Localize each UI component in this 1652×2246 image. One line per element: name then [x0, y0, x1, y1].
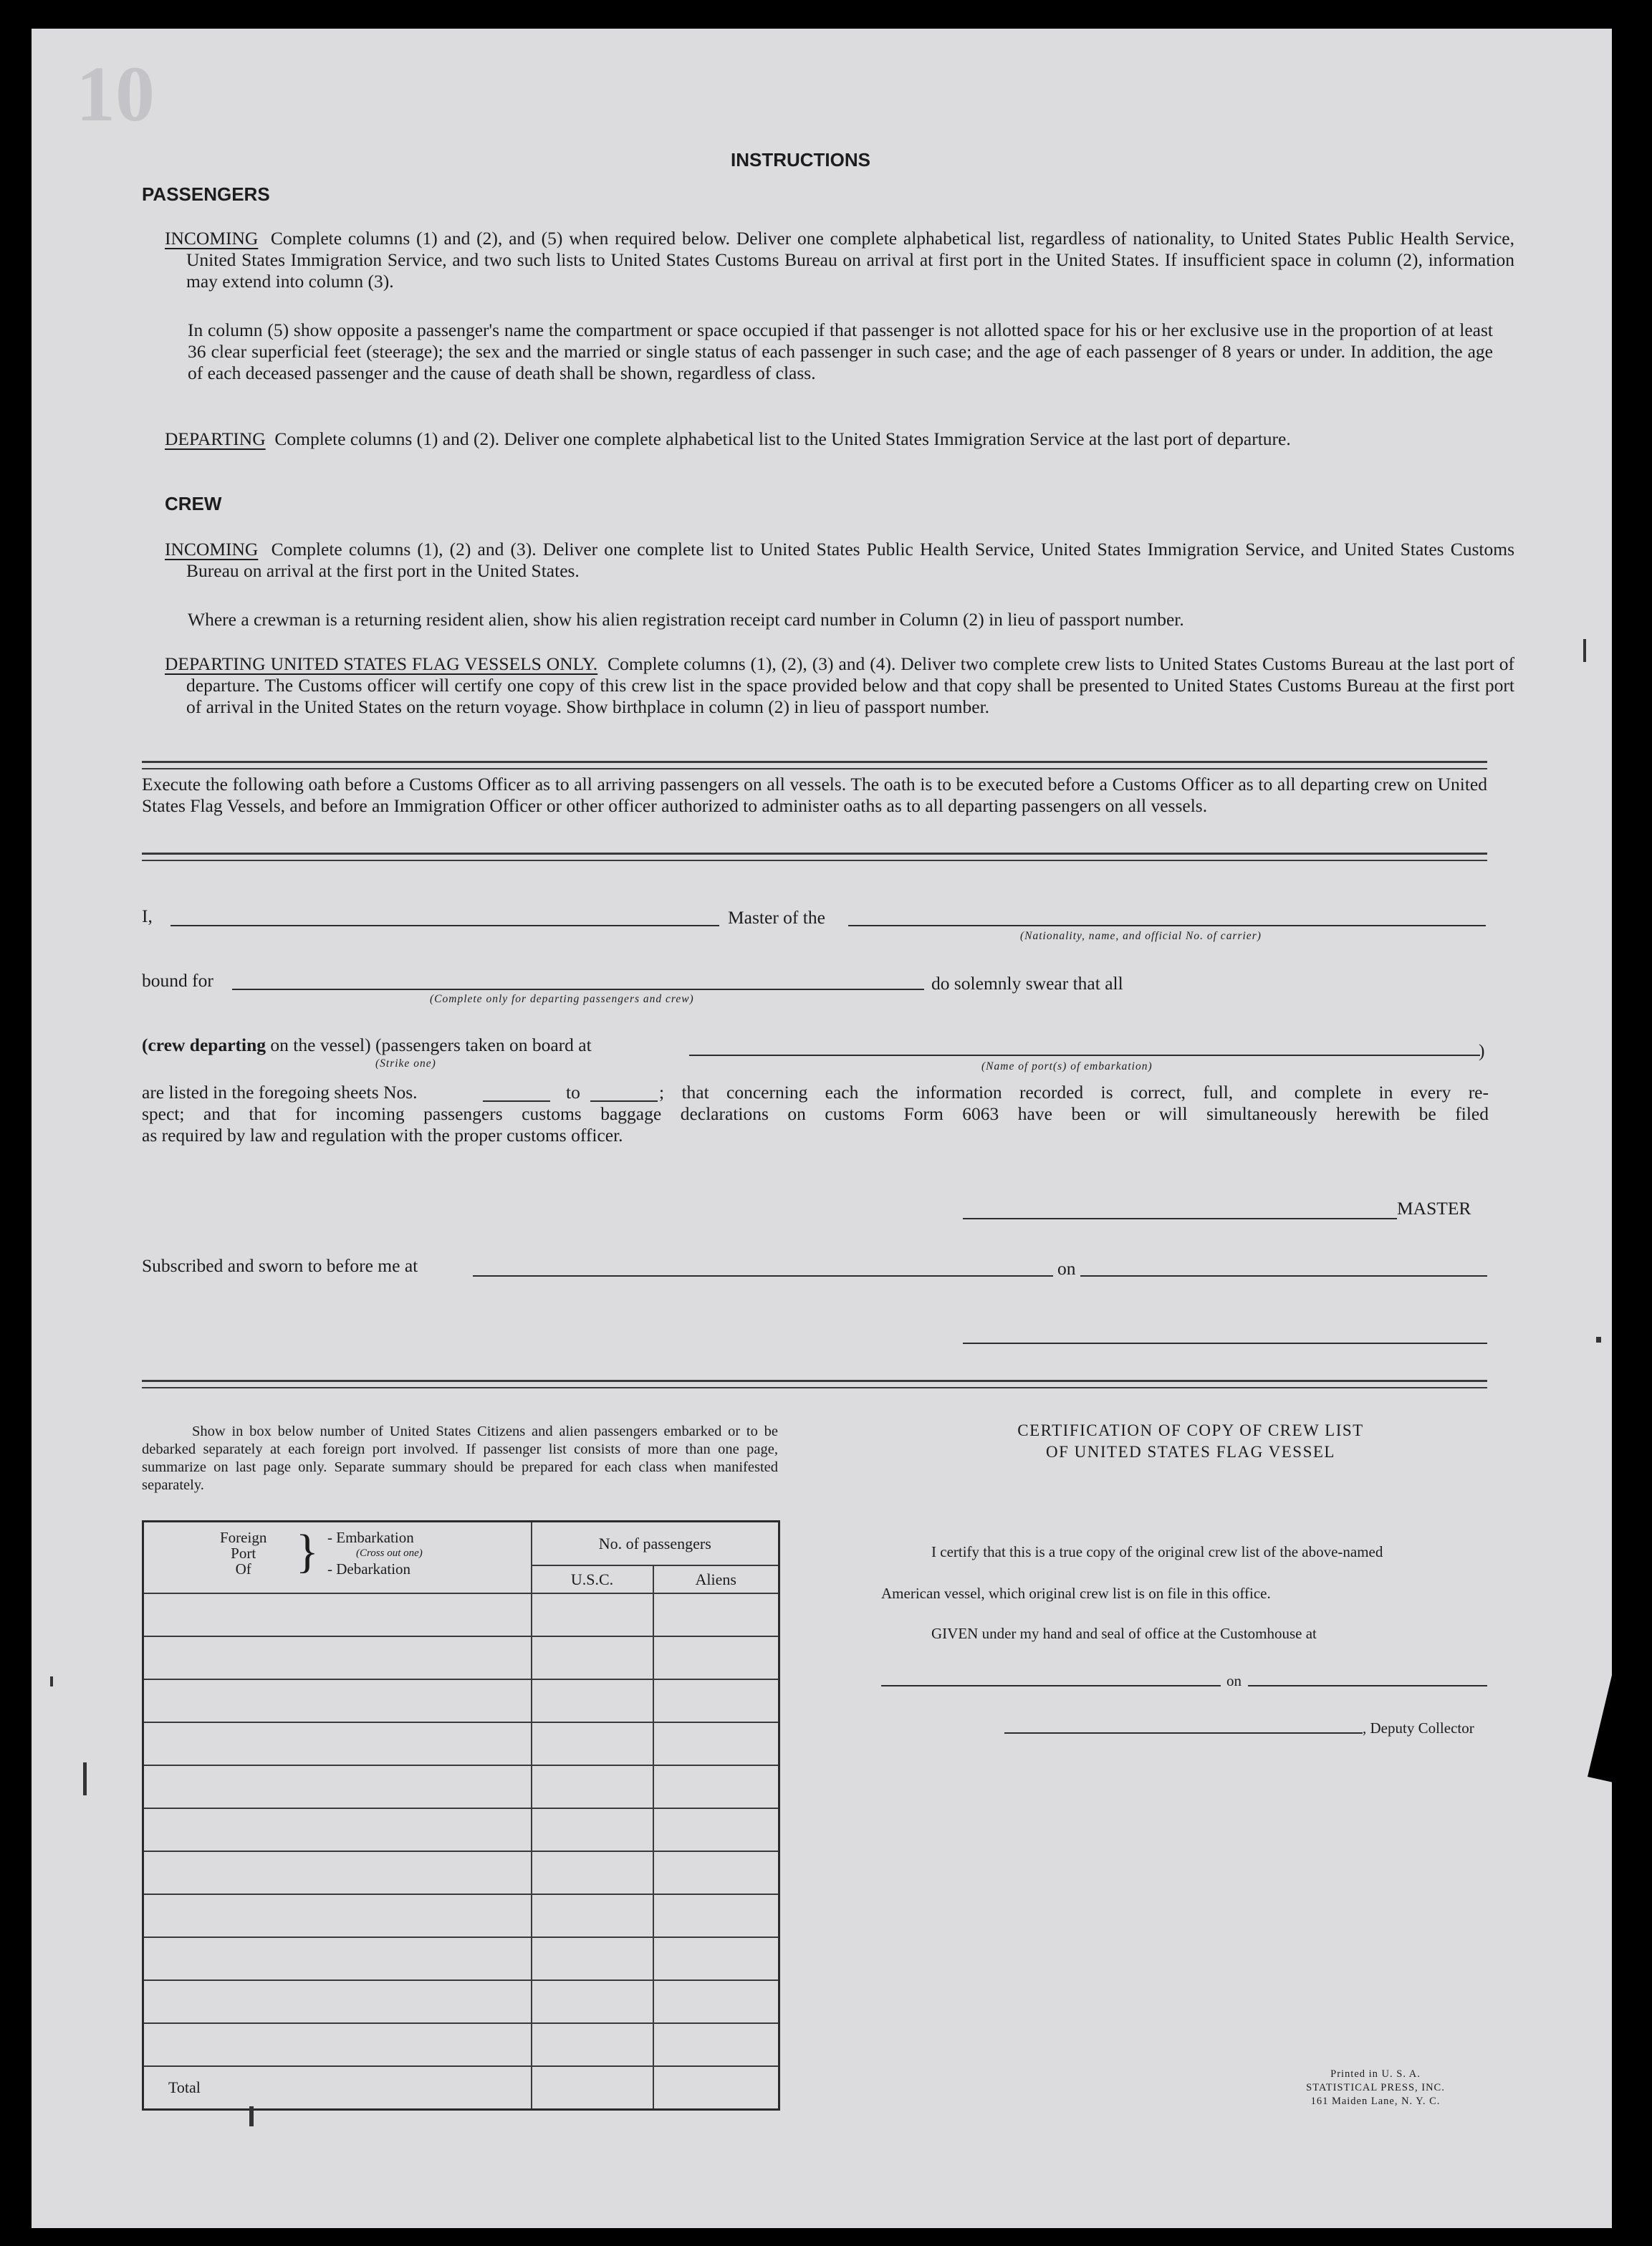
printer-imprint: [1290, 2068, 1461, 2108]
table-row: [143, 1765, 779, 1808]
aliens-cell[interactable]: [653, 1636, 779, 1679]
deputy-signature-field[interactable]: [1004, 1732, 1363, 1734]
passenger-summary-table: [142, 1520, 780, 2111]
table-row: [143, 2023, 779, 2066]
scan-speck: [83, 1762, 87, 1795]
aliens-cell[interactable]: [653, 1808, 779, 1851]
scan-speck: [50, 1676, 53, 1686]
passengers-heading: PASSENGERS: [142, 183, 270, 205]
cert-on-label: on: [1226, 1672, 1242, 1689]
divider: [142, 761, 1487, 763]
cert-date-field[interactable]: [1248, 1685, 1487, 1686]
debarkation-option[interactable]: - Debarkation: [327, 1560, 411, 1578]
usc-cell[interactable]: [532, 1980, 653, 2023]
port-cell[interactable]: [143, 1593, 532, 1636]
listed-text-line3: as required by law and regulation with the proper customs officer.: [142, 1125, 623, 1146]
usc-cell[interactable]: [532, 1679, 653, 1722]
port-cell[interactable]: [143, 1765, 532, 1808]
strike-one-line: [142, 1035, 592, 1056]
passengers-column5-paragraph: In column (5) show opposite a passenger's name the compartment or space occupied if that passenger is not allotted space for his or her exclusive use in the proportion of at least 36 clear superficial feet (steerage); the sex and the married or single status of each passenger in such case; and the age of each passenger of 8 years or under. In addition, the age of each deceased passenger and the cause of death shall be shown, regardless of class.: [188, 320, 1493, 383]
port-cell[interactable]: [143, 1722, 532, 1765]
usc-cell[interactable]: [532, 1937, 653, 1980]
master-signature-field[interactable]: [963, 1218, 1397, 1219]
carrier-caption: (Nationality, name, and official No. of carrier): [1020, 930, 1262, 942]
table-row: [143, 1679, 779, 1722]
port-label: Port: [231, 1545, 256, 1562]
port-cell[interactable]: [143, 1894, 532, 1937]
no-of-passengers-header: No. of passengers: [532, 1522, 779, 1566]
scan-speck: [1596, 1337, 1601, 1343]
master-name-field[interactable]: [171, 925, 719, 926]
total-label: Total: [143, 2066, 532, 2109]
page-number: 10: [76, 50, 155, 138]
usc-cell[interactable]: [532, 1894, 653, 1937]
divider: [142, 853, 1487, 855]
aliens-cell[interactable]: [653, 1980, 779, 2023]
usc-cell[interactable]: [532, 1636, 653, 1679]
subscribed-on-label: on: [1057, 1258, 1076, 1279]
table-row: [143, 1894, 779, 1937]
certification-title-line2: OF UNITED STATES FLAG VESSEL: [1046, 1443, 1335, 1461]
port-of-embarkation-field[interactable]: [689, 1055, 1480, 1056]
brace-icon: }: [296, 1525, 319, 1578]
divider: [142, 1380, 1487, 1382]
table-row: [143, 1722, 779, 1765]
subscribed-label: Subscribed and sworn to before me at: [142, 1255, 418, 1276]
passengers-taken-option[interactable]: (passengers taken on board at: [375, 1035, 592, 1055]
bound-for-label: bound for: [142, 970, 213, 991]
strike-one-caption: (Strike one): [375, 1057, 436, 1070]
divider: [142, 768, 1487, 769]
crew-incoming-label: INCOMING: [165, 539, 259, 560]
of-label: Of: [235, 1560, 251, 1578]
port-cell[interactable]: [143, 1851, 532, 1894]
aliens-header: Aliens: [653, 1565, 779, 1593]
divider: [142, 860, 1487, 861]
usc-header: U.S.C.: [532, 1565, 653, 1593]
oath-i-label: I,: [142, 906, 153, 926]
printer-line2: STATISTICAL PRESS, INC.: [1306, 2082, 1445, 2093]
crew-departing-option[interactable]: (crew departing: [142, 1035, 266, 1055]
aliens-cell[interactable]: [653, 1722, 779, 1765]
aliens-cell[interactable]: [653, 1679, 779, 1722]
crew-departing-paragraph: [165, 653, 1514, 718]
table-row: [143, 1937, 779, 1980]
listed-text-line2: spect; and that for incoming passengers customs baggage declarations on customs Form 6063 have been or will simultaneously herewith be filed: [142, 1103, 1489, 1124]
certification-title-line1: CERTIFICATION OF COPY OF CREW LIST: [1017, 1421, 1364, 1439]
aliens-cell[interactable]: [653, 1937, 779, 1980]
subscribed-date-field[interactable]: [1080, 1275, 1487, 1277]
passengers-incoming-label: INCOMING: [165, 228, 259, 249]
aliens-cell[interactable]: [653, 2023, 779, 2066]
table-row: [143, 1636, 779, 1679]
crew-crewman-paragraph: Where a crewman is a returning resident alien, show his alien registration receipt card number in Column (2) in lieu of passport number.: [188, 609, 1184, 630]
usc-cell[interactable]: [532, 1851, 653, 1894]
crew-heading: CREW: [165, 493, 222, 514]
oath-intro: Execute the following oath before a Customs Officer as to all arriving passengers on all vessels. The oath is to be executed before a Customs Officer as to all departing crew on United States Flag Vessels, and before an Immigration Officer or other officer authorized to administer oaths as to all departing passengers on all vessels.: [142, 774, 1487, 816]
crew-incoming-text: Complete columns (1), (2) and (3). Deliver one complete list to United States Public Health Service, United States Immigration Service, and United States Customs Bureau on arrival at the first port in the United States.: [186, 539, 1515, 581]
port-cell[interactable]: [143, 1636, 532, 1679]
master-of-the-label: Master of the: [728, 907, 825, 928]
aliens-cell[interactable]: [653, 1851, 779, 1894]
sheet-to-field[interactable]: [590, 1100, 658, 1102]
subscribed-place-field[interactable]: [473, 1275, 1053, 1277]
certify-line1: I certify that this is a true copy of the original crew list of the above-named: [931, 1543, 1383, 1560]
usc-cell[interactable]: [532, 2023, 653, 2066]
certify-line2: American vessel, which original crew list is on file in this office.: [881, 1585, 1271, 1602]
deputy-collector-label: , Deputy Collector: [1363, 1719, 1474, 1737]
passengers-departing-text: Complete columns (1) and (2). Deliver one complete alphabetical list to the United States Immigration Service at the last port of departure.: [274, 428, 1291, 449]
printer-line3: 161 Maiden Lane, N. Y. C.: [1310, 2096, 1441, 2107]
port-cell[interactable]: [143, 1937, 532, 1980]
bound-for-field[interactable]: [232, 989, 924, 990]
divider: [142, 1387, 1487, 1388]
summary-instructions: Show in box below number of United States Citizens and alien passengers embarked or to be debarked separately at each foreign port involved. If passenger list consists of more than one page, summarize on last page only. Separate summary should be prepared for each class when manifested separately.: [142, 1424, 778, 1493]
total-usc-cell[interactable]: [532, 2066, 653, 2109]
usc-cell[interactable]: [532, 1808, 653, 1851]
table-row: [143, 1593, 779, 1636]
scan-speck: [1583, 639, 1586, 662]
crew-departing-text: Complete columns (1), (2), (3) and (4). Deliver two complete crew lists to United States Customs Bureau at the last port of departure. The Customs officer will certify one copy of this crew list in the space provided below and that copy shall be presented to United States Customs Bureau at the first port of arrival in the United States on the return voyage. Show birthplace in column (2) in lieu of passport number.: [186, 653, 1514, 717]
to-label: to: [566, 1082, 580, 1103]
port-cell[interactable]: [143, 2023, 532, 2066]
crew-incoming-paragraph: [165, 539, 1514, 582]
aliens-cell[interactable]: [653, 1593, 779, 1636]
table-row: [143, 1980, 779, 2023]
carrier-field[interactable]: [848, 925, 1486, 926]
listed-prefix: are listed in the foregoing sheets Nos.: [142, 1082, 418, 1103]
instructions-title: INSTRUCTIONS: [731, 149, 870, 171]
table-row: [143, 1808, 779, 1851]
usc-cell[interactable]: [532, 1722, 653, 1765]
aliens-cell[interactable]: [653, 1894, 779, 1937]
printer-line1: Printed in U. S. A.: [1330, 2068, 1421, 2080]
listed-text-line1: ; that concerning each the information recorded is correct, full, and complete in every re-: [659, 1082, 1489, 1103]
crew-departing-label: DEPARTING UNITED STATES FLAG VESSELS ONLY.: [165, 653, 598, 674]
certification-title: [881, 1420, 1500, 1463]
bound-for-caption: (Complete only for departing passengers and crew): [430, 993, 694, 1005]
usc-cell[interactable]: [532, 1765, 653, 1808]
solemnly-swear-label: do solemnly swear that all: [931, 973, 1123, 994]
passengers-incoming-paragraph: [165, 228, 1514, 292]
given-text: GIVEN under my hand and seal of office at the Customhouse at: [931, 1625, 1317, 1642]
port-cell[interactable]: [143, 1808, 532, 1851]
port-header-cell: [143, 1522, 532, 1594]
scan-notch: [1573, 1669, 1652, 1791]
port-cell[interactable]: [143, 1980, 532, 2023]
passengers-incoming-text: Complete columns (1) and (2), and (5) when required below. Deliver one complete alphabetical list, regardless of nationality, to United States Public Health Service, United States Immigration Service, and two such lists to United States Customs Bureau on arrival at first port in the United States. If insufficient space in column (2), information may extend into column (3).: [186, 228, 1515, 292]
passengers-departing-paragraph: [165, 428, 1514, 450]
total-aliens-cell[interactable]: [653, 2066, 779, 2109]
scan-speck: [249, 2106, 254, 2126]
aliens-cell[interactable]: [653, 1765, 779, 1808]
embarkation-option[interactable]: - Embarkation: [327, 1529, 414, 1546]
customhouse-field[interactable]: [881, 1685, 1221, 1686]
sheet-from-field[interactable]: [483, 1100, 550, 1102]
usc-cell[interactable]: [532, 1593, 653, 1636]
cross-out-caption: (Cross out one): [356, 1547, 423, 1559]
form-sheet: [32, 29, 1612, 2228]
master-label: MASTER: [1397, 1198, 1471, 1219]
close-paren: ): [1479, 1040, 1485, 1061]
on-the-vessel-label: on the vessel): [270, 1035, 371, 1055]
foreign-label: Foreign: [220, 1529, 267, 1546]
passengers-departing-label: DEPARTING: [165, 428, 266, 449]
table-row: [143, 1851, 779, 1894]
officer-signature-field[interactable]: [963, 1343, 1487, 1344]
port-caption: (Name of port(s) of embarkation): [981, 1060, 1153, 1072]
port-cell[interactable]: [143, 1679, 532, 1722]
